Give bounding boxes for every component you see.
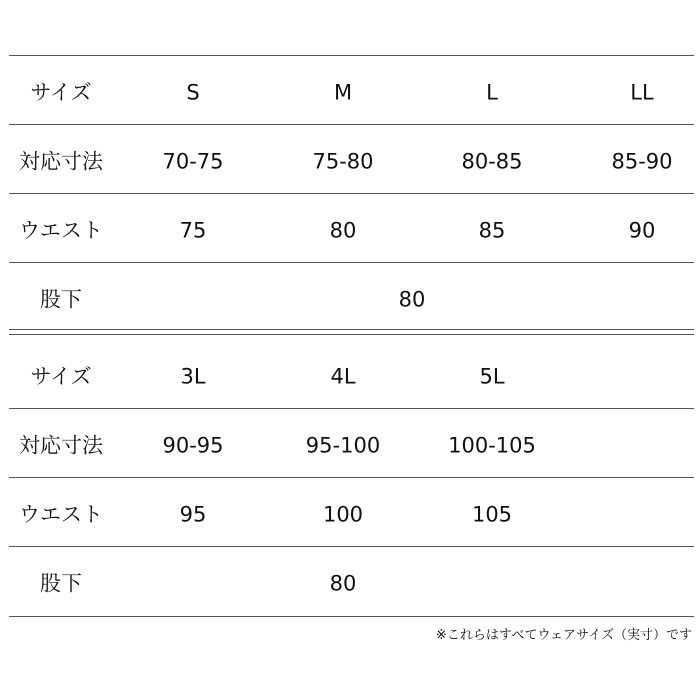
size-ll: LL <box>630 80 654 105</box>
fit-range-m: 75-80 <box>312 149 374 174</box>
inseam-label: 股下 <box>40 571 82 596</box>
inseam-value: 80 <box>398 287 426 312</box>
fit-range-label: 対応寸法 <box>19 433 103 458</box>
table-divider <box>9 616 694 617</box>
waist-ll: 90 <box>628 218 656 243</box>
waist-l: 85 <box>478 218 506 243</box>
size-m: M <box>333 80 353 105</box>
fit-range-4l: 95-100 <box>305 433 381 458</box>
measurement-note: ※これらはすべてウェアサイズ（実寸）です <box>435 628 692 643</box>
fit-range-3l: 90-95 <box>162 433 224 458</box>
table-divider <box>9 546 694 547</box>
size-label: サイズ <box>30 80 92 105</box>
waist-s: 75 <box>179 218 207 243</box>
table-divider <box>9 262 694 263</box>
table-divider <box>9 477 694 478</box>
table-divider <box>9 408 694 409</box>
waist-5l: 105 <box>471 502 513 527</box>
waist-label: ウエスト <box>19 218 103 243</box>
fit-range-label: 対応寸法 <box>19 149 103 174</box>
waist-4l: 100 <box>322 502 364 527</box>
fit-range-s: 70-75 <box>162 149 224 174</box>
section-separator <box>9 334 694 335</box>
fit-range-ll: 85-90 <box>611 149 673 174</box>
fit-range-l: 80-85 <box>461 149 523 174</box>
inseam-value: 80 <box>329 571 357 596</box>
table-divider <box>9 124 694 125</box>
waist-3l: 95 <box>179 502 207 527</box>
table-divider <box>9 55 694 56</box>
inseam-label: 股下 <box>40 287 82 312</box>
size-label: サイズ <box>30 364 92 389</box>
size-s: S <box>186 80 200 105</box>
size-5l: 5L <box>479 364 505 389</box>
table-divider <box>9 193 694 194</box>
section-separator <box>9 329 694 330</box>
waist-label: ウエスト <box>19 502 103 527</box>
waist-m: 80 <box>329 218 357 243</box>
fit-range-5l: 100-105 <box>448 433 536 458</box>
size-3l: 3L <box>180 364 206 389</box>
size-4l: 4L <box>330 364 356 389</box>
size-l: L <box>486 80 498 105</box>
